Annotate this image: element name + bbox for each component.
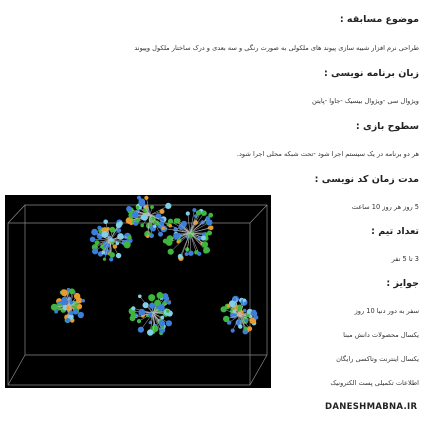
atom [116,253,121,258]
atom [136,206,140,210]
atom [124,241,131,248]
atom [140,224,144,228]
atom [185,252,189,256]
atom [158,304,165,311]
heading-team-size: تعداد تیم : [371,226,419,237]
atom [153,225,156,228]
atom [223,316,229,322]
atom [118,221,123,226]
atom [61,289,68,296]
text-prize-3: یکسال اینترنت وتاکسی رایگان [336,355,419,363]
atom [177,240,180,243]
atom [233,298,237,302]
atom [231,329,235,333]
text-team-size: 3 تا 5 نفر [391,255,419,263]
atom [131,306,135,310]
atom [149,303,155,309]
atom [110,227,116,233]
atom [168,219,173,224]
heading-topic: موضوع مسابقه : [339,14,419,25]
atom [166,310,169,313]
atom [166,239,173,246]
heading-language: زبان برنامه نویسی : [323,68,419,79]
atom [157,292,164,299]
atom [128,235,132,239]
atom [165,203,171,209]
atom [95,240,100,245]
atom [81,299,85,303]
atom [201,211,206,216]
atom [238,324,242,328]
atom [201,235,206,240]
atom [138,309,145,316]
atom [161,226,165,230]
atom [254,315,258,319]
atom [202,241,208,247]
text-language: ویژوال سی -ویژوال بیسیک -جاوا -پایتن [312,97,419,105]
atom [97,226,101,230]
atom [158,232,163,237]
atom [104,243,110,249]
text-topic: طراحی نرم افزار شبیه سازی پیوند های ملکولی به صورت رنگی و سه بعدی و درک ساختار ملکول وپیوند [134,44,419,52]
atom [247,326,252,331]
atom [78,312,84,318]
atom [144,196,148,200]
atom [232,309,236,313]
atom [90,237,96,243]
text-duration: 5 روز هر روز 10 ساعت [351,203,419,211]
atom [159,320,165,326]
atom [102,251,106,255]
atom [173,233,179,239]
heading-prizes: جوایز : [386,278,419,289]
atom [138,327,144,333]
atom [109,257,113,261]
atom [168,249,174,255]
atom [64,299,67,302]
atom [196,210,201,215]
atom [166,320,172,326]
text-prize-1: سفر به دور دنیا 10 روز [354,307,419,315]
atom [148,294,155,301]
atom [92,248,98,254]
atom [109,252,112,255]
atom [103,220,108,225]
atom [237,308,240,311]
atom [116,242,120,246]
atom [146,235,149,238]
molecule-visualization-image [5,195,271,388]
atom [132,211,139,218]
atom [73,309,79,315]
atom [113,244,117,248]
heading-duration: مدت زمان کد نویسی : [314,174,419,185]
atom [227,304,231,308]
text-prize-2: یکسال محصولات دانش مبنا [343,331,419,339]
atom [173,227,178,232]
atom [150,205,154,209]
atom [186,211,190,215]
atom [137,319,141,323]
heading-levels: سطوح بازی : [355,121,419,132]
atom [126,206,132,212]
text-levels: هر دو برنامه در یک سیستم اجرا شود -تحت شبکه محلی اجرا شود. [236,150,419,158]
atom [197,252,201,256]
atom [243,326,247,330]
atom [138,295,142,299]
atom [221,306,227,312]
atom [139,201,145,207]
atom [251,311,256,316]
atom [174,218,179,223]
atom [167,301,171,305]
text-prize-4: اطلاعات تکمیلی پست الکترونیک [330,379,419,387]
atom [65,318,70,323]
atom [143,302,149,308]
atom [243,299,246,302]
atom [130,315,136,321]
atom [51,304,58,311]
atom [188,251,193,256]
atom [178,254,183,259]
atom [203,248,209,254]
atom [91,229,98,236]
atom [206,216,211,221]
atom [209,226,214,231]
atom [192,208,196,212]
brand-text: DANESHMABNA.IR [325,402,418,412]
atom [103,258,106,261]
atom [147,329,153,335]
atom [168,224,172,228]
